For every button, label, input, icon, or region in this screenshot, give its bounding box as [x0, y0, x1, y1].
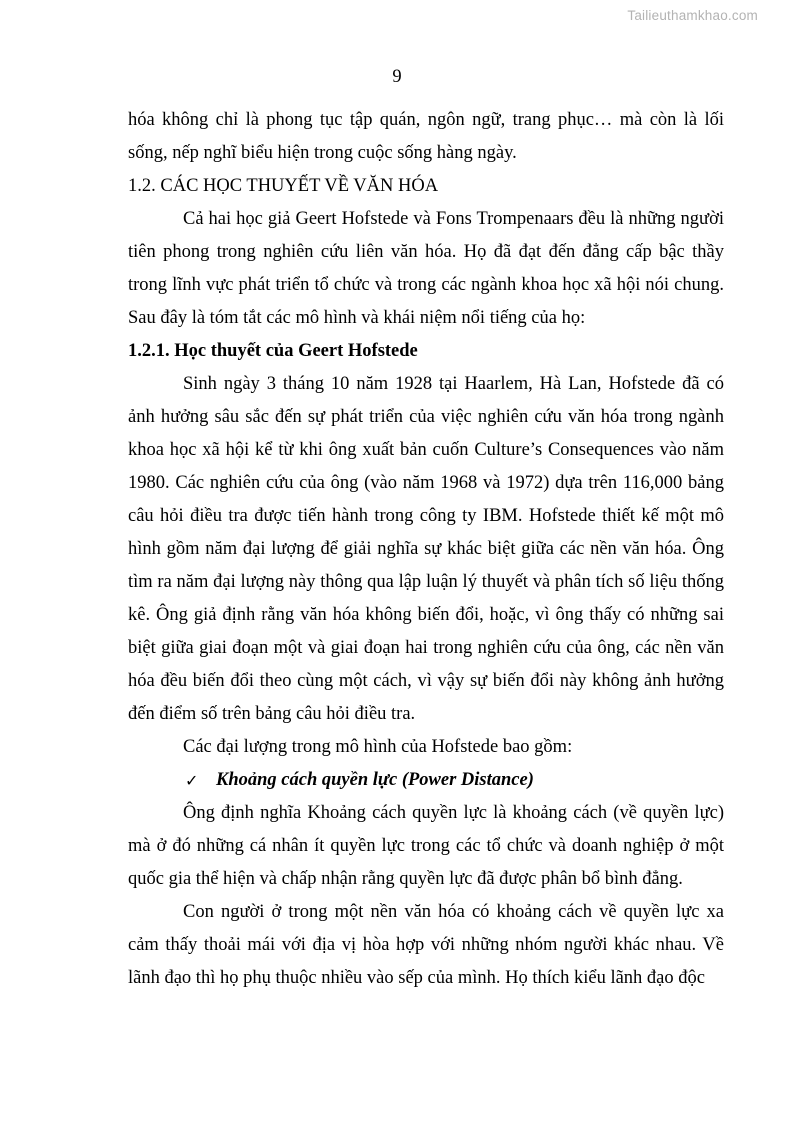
paragraph-intro: Cả hai học giả Geert Hofstede và Fons Trompenaars đều là những người tiên phong trong nghiên cứu liên văn hóa. Họ đã đạt đến đẳng cấp bậc thầy trong lĩnh vực phát triển tổ chức và trong các ngành khoa học xã hội nói chung. Sau đây là tóm tắt các mô hình và khái niệm nổi tiếng của họ: [128, 209, 724, 328]
paragraph-power-distance-culture: Con người ở trong một nền văn hóa có khoảng cách về quyền lực xa cảm thấy thoải mái với địa vị hòa hợp với những nhóm người khác nhau. Về lãnh đạo thì họ phụ thuộc nhiều vào sếp của mình. Họ thích kiểu lãnh đạo độc [128, 902, 724, 988]
paragraph-continued-top: hóa không chỉ là phong tục tập quán, ngôn ngữ, trang phục… mà còn là lối sống, nếp nghĩ biểu hiện trong cuộc sống hàng ngày. [128, 110, 724, 163]
page-content [128, 104, 724, 995]
check-mark-icon: ✓ [185, 771, 199, 790]
list-item [128, 764, 724, 797]
list-item-label: Khoảng cách quyền lực (Power Distance) [216, 770, 534, 790]
paragraph-power-distance-definition: Ông định nghĩa Khoảng cách quyền lực là khoảng cách (về quyền lực) mà ở đó những cá nhân ít quyền lực trong các tổ chức và doanh nghiệp ở một quốc gia thể hiện và chấp nhận rằng quyền lực đã được phân bổ bình đẳng. [128, 803, 724, 889]
watermark-text: Tailieuthamkhao.com [627, 8, 758, 23]
page-number: 9 [392, 67, 402, 87]
subsection-heading-1-2-1: 1.2.1. Học thuyết của Geert Hofstede [128, 341, 418, 361]
section-heading-1-2: 1.2. CÁC HỌC THUYẾT VỀ VĂN HÓA [128, 176, 439, 196]
paragraph-hofstede-biography: Sinh ngày 3 tháng 10 năm 1928 tại Haarlem, Hà Lan, Hofstede đã có ảnh hưởng sâu sắc đến sự phát triển của việc nghiên cứu văn hóa trong ngành khoa học xã hội kể từ khi ông xuất bản cuốn Culture’s Consequences vào năm 1980. Các nghiên cứu của ông (vào năm 1968 và 1972) dựa trên 116,000 bảng câu hỏi điều tra được tiến hành trong công ty IBM. Hofstede thiết kế một mô hình gồm năm đại lượng để giải nghĩa sự khác biệt giữa các nền văn hóa. Ông tìm ra năm đại lượng này thông qua lập luận lý thuyết và phân tích số liệu thống kê. Ông giả định rằng văn hóa không biến đổi, hoặc, vì ông thấy có những sai biệt giữa giai đoạn một và giai đoạn hai trong nghiên cứu của ông, các nền văn hóa đều biến đổi theo cùng một cách, vì vậy sự biến đổi này không ảnh hưởng đến điểm số trên bảng câu hỏi điều tra. [128, 374, 724, 724]
paragraph-dimensions-lead: Các đại lượng trong mô hình của Hofstede bao gồm: [183, 737, 573, 757]
